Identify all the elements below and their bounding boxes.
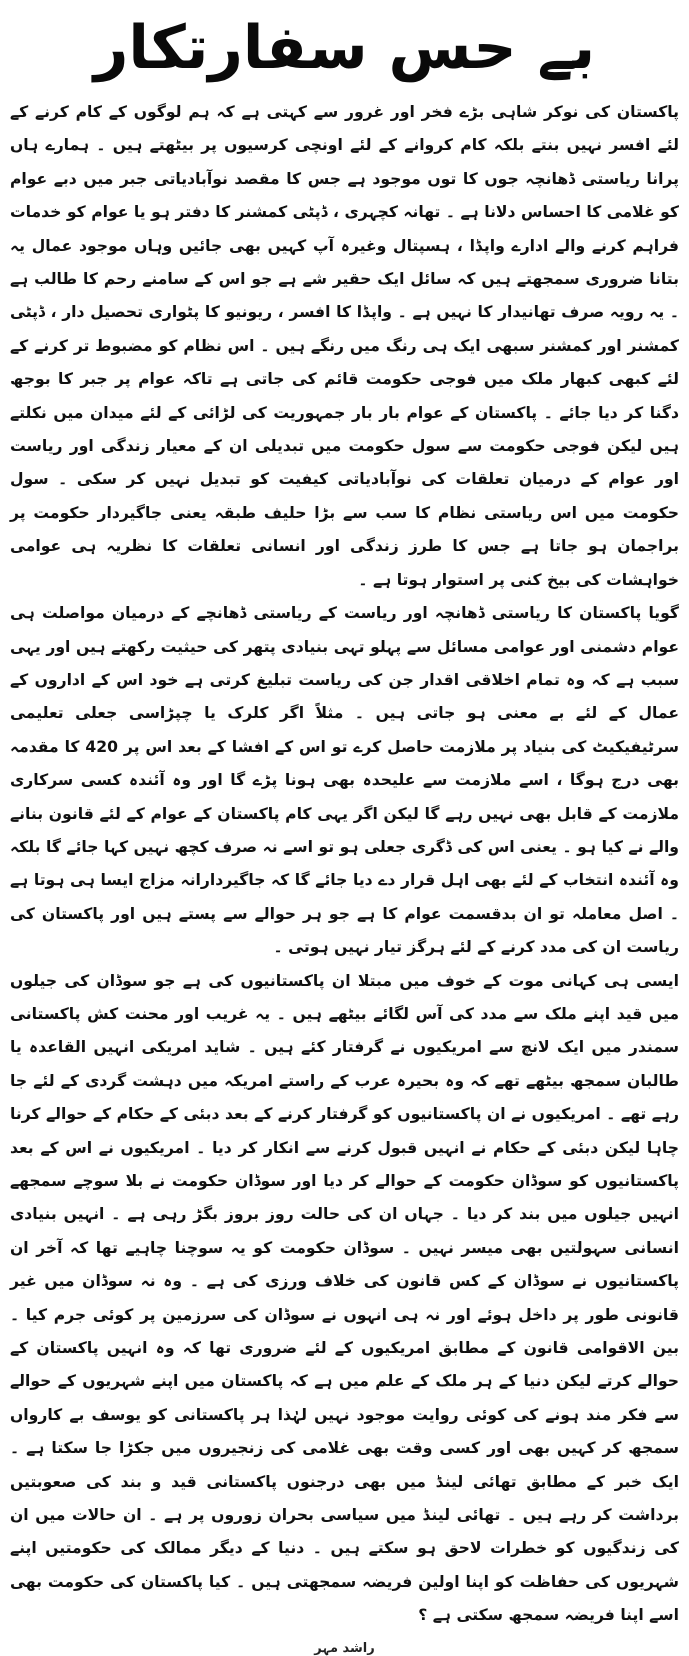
paragraph-3: ایسی ہی کہانی موت کے خوف میں مبتلا ان پاکستانیوں کی ہے جو سوڈان کی جیلوں میں قید اپنے ملک سے مدد کی آس لگائے بیٹھے ہیں ۔ یہ غریب اور محنت کش پاکستانی سمندر میں ایک لانچ سے امریکیوں نے گرفتار کئے ہیں ۔ شاید امریکی انہیں القاعدہ یا طالبان سمجھ بیٹھے تھے کہ وہ بحیرہ عرب کے راستے امریکہ میں دہشت گردی کے لئے جا رہے تھے ۔ امریکیوں نے ان پاکستانیوں کو گرفتار کرنے کے بعد دبئی کے حکام کے حوالے کرنا چاہا لیکن دبئی کے حکام نے انہیں قبول کرنے سے انکار کر دیا ۔ امریکیوں نے اس کے بعد پاکستانیوں کو سوڈان حکومت کے حوالے کر دیا اور سوڈان حکومت نے بلا سوچے سمجھے انہیں جیلوں میں بند کر دیا ۔ جہاں ان کی حالت روز بروز بگڑ رہی ہے ۔ انہیں بنیادی انسانی سہولتیں بھی میسر نہیں ۔ سوڈان حکومت کو یہ سوچنا چاہیے تھا کہ آخر ان پاکستانیوں نے سوڈان کے کس قانون کی خلاف ورزی کی ہے ۔ وہ نہ سوڈان میں غیر قانونی طور پر داخل ہوئے اور نہ ہی انہوں نے سوڈان کی سرزمین پر کوئی جرم کیا ۔ بین الاقوامی قانون کے مطابق امریکیوں کے لئے ضروری تھا کہ وہ انہیں پاکستان کے حوالے کرتے لیکن دنیا کے ہر ملک کے علم میں ہے کہ پاکستان میں اپنے شہریوں کے حوالے سے فکر مند ہونے کی کوئی روایت موجود نہیں لہٰذا ہر پاکستانی کو یوسف بے کارواں سمجھ کر کہیں بھی اور کسی وقت بھی غلامی کی زنجیروں میں جکڑا جا سکتا ہے ۔ ایک خبر کے مطابق تھائی لینڈ میں بھی درجنوں پاکستانی قید و بند کی صعوبتیں برداشت کر رہے ہیں ۔ تھائی لینڈ میں سیاسی بحران زوروں پر ہے ۔ ان حالات میں ان کی زندگیوں کو خطرات لاحق ہو سکتے ہیں ۔ دنیا کے دیگر ممالک کی حکومتیں اپنے شہریوں کی حفاظت کو اپنا اولین فریضہ سمجھتی ہیں ۔ کیا پاکستان کی حکومت بھی اسے اپنا فریضہ سمجھ سکتی ہے ؟ — [10, 971, 679, 1625]
article-body — [10, 96, 679, 1633]
headline: بے حس سفارتکار — [93, 13, 596, 83]
paragraph-1: پاکستان کی نوکر شاہی بڑے فخر اور غرور سے کہتی ہے کہ ہم لوگوں کے کام کرنے کے لئے افسر نہیں بنتے بلکہ کام کروانے کے لئے اونچی کرسیوں پر بیٹھتے ہیں ۔ ہمارے ہاں پرانا ریاستی ڈھانچہ جوں کا توں موجود ہے جس کا مقصد نوآبادیاتی جبر میں دبے عوام کو غلامی کا احساس دلانا ہے ۔ تھانہ کچہری ، ڈپٹی کمشنر کا دفتر ہو یا عوام کو خدمات فراہم کرنے والے ادارے واپڈا ، ہسپتال وغیرہ آپ کہیں بھی جائیں وہاں موجود عمال یہ بتانا ضروری سمجھتے ہیں کہ سائل ایک حقیر شے ہے جو اس کے سامنے رحم کا طالب ہے ۔ یہ رویہ صرف تھانیدار کا نہیں ہے ۔ واپڈا کا افسر ، ریونیو کا پٹواری تحصیل دار ، ڈپٹی کمشنر اور کمشنر سبھی ایک ہی رنگ میں رنگے ہیں ۔ اس نظام کو مضبوط تر کرنے کے لئے کبھی کبھار ملک میں فوجی حکومت قائم کی جاتی ہے تاکہ عوام پر جبر کا بوجھ دگنا کر دیا جائے ۔ پاکستان کے عوام بار بار جمہوریت کی لڑائی کے لئے میدان میں نکلتے ہیں لیکن فوجی حکومت سے سول حکومت میں تبدیلی ان کے معیار زندگی اور ریاست اور عوام کے درمیان تعلقات کی نوآبادیاتی کیفیت کو تبدیل نہیں کر سکی ۔ سول حکومت میں اس ریاستی نظام کا سب سے بڑا حلیف طبقہ یعنی جاگیردار حکومت پر براجمان ہو جاتا ہے جس کا طرز زندگی اور انسانی تعلقات کا نظریہ ہی عوامی خواہشات کی بیخ کنی پر استوار ہوتا ہے ۔ — [10, 103, 679, 589]
author-byline: راشد مہر — [314, 1640, 375, 1656]
paragraph-2: گویا پاکستان کا ریاستی ڈھانچہ اور ریاست کے ریاستی ڈھانچے کے درمیان مواصلت ہی عوام دشمنی اور عوامی مسائل سے پہلو تہی بنیادی پتھر کی حیثیت رکھتے ہیں اور یہی سبب ہے کہ وہ تمام اخلاقی اقدار جن کی ریاست تبلیغ کرتی ہے خود اس کے اداروں کے عمال کے لئے بے معنی ہو جاتی ہیں ۔ مثلاً اگر کلرک یا چپڑاسی جعلی تعلیمی سرٹیفیکیٹ کی بنیاد پر ملازمت حاصل کرے تو اس کے افشا کے بعد اس پر 420 کا مقدمہ بھی درج ہوگا ، اسے ملازمت سے علیحدہ بھی ہونا پڑے گا اور وہ آئندہ کسی سرکاری ملازمت کے قابل بھی نہیں رہے گا لیکن اگر یہی کام پاکستان کے عوام کے لئے قانون بنانے والے نے کیا ہو ۔ یعنی اس کی ڈگری جعلی ہو تو اسے نہ صرف کچھ نہیں کہا جائے گا بلکہ وہ آئندہ انتخاب کے لئے بھی اہل قرار دے دیا جائے گا کہ جاگیردارانہ مزاج ایسا ہی ہوتا ہے ۔ اصل معاملہ تو ان بدقسمت عوام کا ہے جو ہر حوالے سے پستے ہیں اور پاکستان کی ریاست ان کی مدد کرنے کے لئے ہرگز تیار نہیں ہوتی ۔ — [10, 604, 679, 957]
